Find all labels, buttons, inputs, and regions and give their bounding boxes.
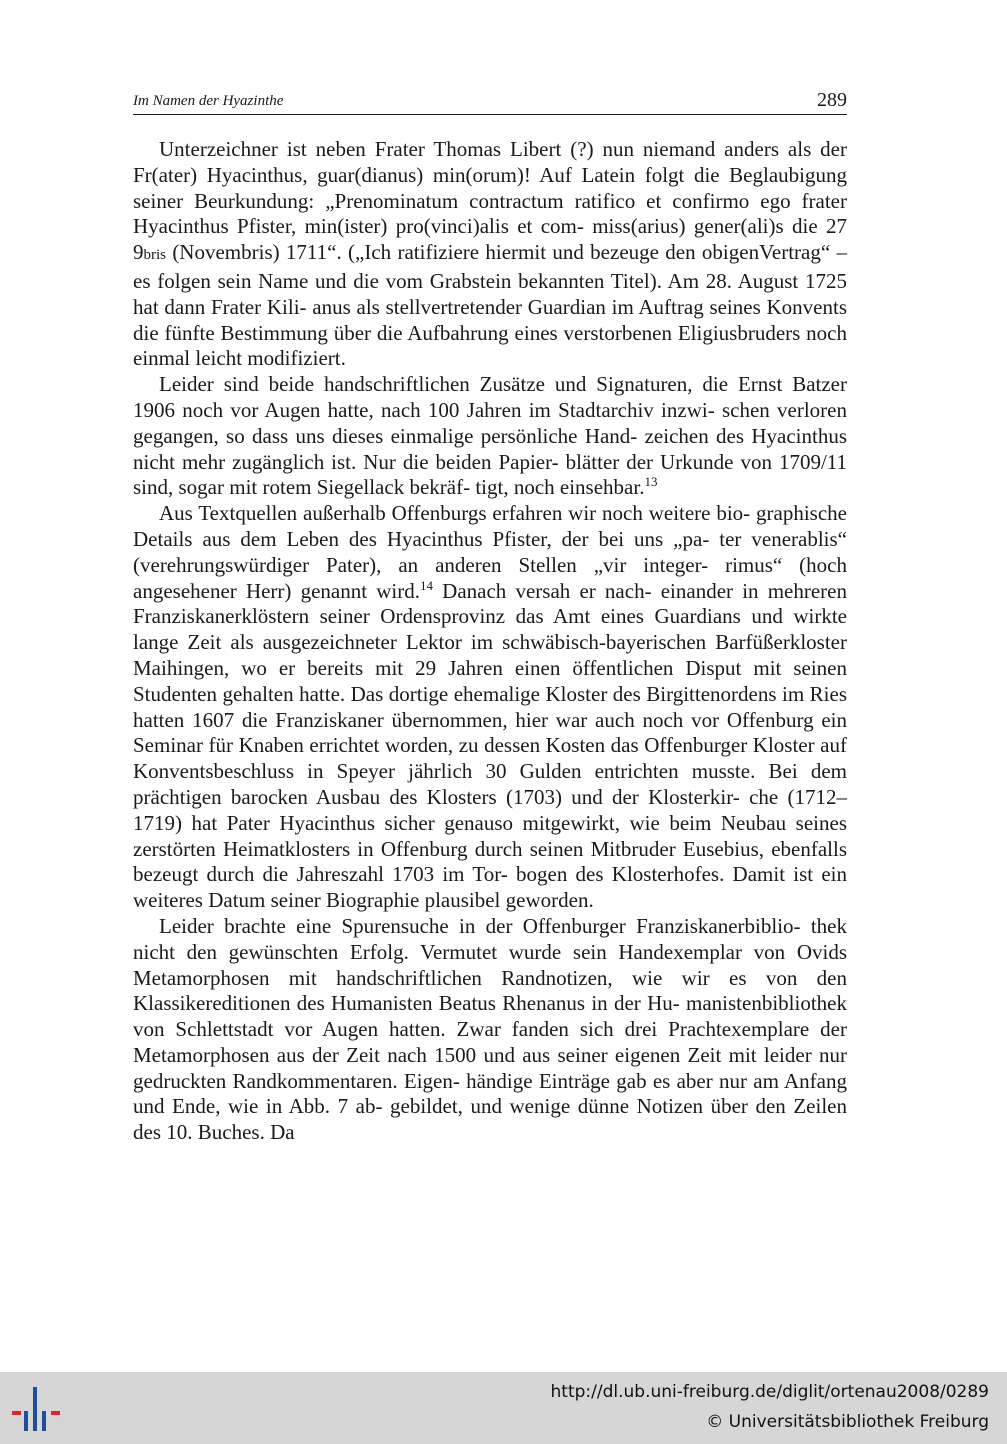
paragraph-1-bris: bris — [143, 247, 166, 264]
footer-bar — [0, 1372, 1007, 1444]
paragraph-4 — [133, 914, 847, 1146]
source-url-link[interactable]: http://dl.ub.uni-freiburg.de/diglit/ortenau2008/0289 — [550, 1382, 989, 1402]
ub-freiburg-logo-icon — [12, 1384, 64, 1434]
paragraph-1-text-a: Unterzeichner ist neben Frater Thomas Libert (?) nun niemand anders als der Fr(ater) Hyacinthus, guar(dianus) min(orum)! Auf Latein folgt die Beglaubigung seiner Beurkundung: „Prenominatum contractum ratifico et confirmo ego frater Hyacinthus Pfister, min(ister) pro(vinci)alis et com- miss(arius) gener(ali)s die 27 9 — [133, 137, 847, 265]
copyright-notice: © Universitätsbibliothek Freiburg — [706, 1412, 989, 1432]
paragraph-4-text: Leider brachte eine Spurensuche in der Offenburger Franziskanerbiblio- thek nicht den gewünschten Erfolg. Vermutet wurde sein Handexemplar von Ovids Metamorphosen mit handschriftlichen Randnotizen, wie wir es von den Klassikereditionen des Humanisten Beatus Rhenanus in der Hu- manistenbibliothek von Schlettstadt vor Augen hatten. Zwar fanden sich drei Prachtexemplare der Metamorphosen aus der Zeit nach 1500 und aus seiner eigenen Zeit mit leider nur gedruckten Randkommentaren. Eigen- händige Einträge gab es aber nur am Anfang und Ende, wie in Abb. 7 ab- gebildet, und wenige dünne Notizen über den Zeilen des 10. Buches. Da — [133, 913, 847, 1145]
paragraph-1-text-b: (Novembris) 1711“. („Ich ratifiziere hiermit und bezeuge den obigenVertrag“ – es folgen sein Name und die vom Grabstein bekannten Titel). Am 28. August 1725 hat dann Frater Kili- anus als stellvertretender Guardian im Auftrag seines Konvents die fünfte Bestimmung über die Aufbahrung eines verstorbenen Eligiusbruders noch einmal leicht modifiziert. — [133, 240, 847, 371]
running-header — [133, 84, 847, 115]
footnote-ref-13: 13 — [644, 474, 658, 490]
page-number: 289 — [817, 89, 847, 111]
paragraph-3-text-a: Aus Textquellen außerhalb Offenburgs erfahren wir noch weitere bio- graphische Details aus dem Leben des Hyacinthus Pfister, der bei uns „pa- ter venerablis“ (verehrungswürdiger Pater), an anderen Stellen „vir integer- rimus“ (hoch angesehener Herr) genannt wird. — [133, 501, 847, 603]
footnote-ref-14: 14 — [419, 577, 433, 593]
running-title: Im Namen der Hyazinthe — [133, 93, 284, 109]
paragraph-2-text: Leider sind beide handschriftlichen Zusätze und Signaturen, die Ernst Batzer 1906 noch vor Augen hatte, nach 100 Jahren im Stadtarchiv inzwi- schen verloren gegangen, so dass uns dieses einmalige persönliche Hand- zeichen des Hyacinthus nicht mehr zugänglich ist. Nur die beiden Papier- blätter der Urkunde von 1709/11 sind, sogar mit rotem Siegellack bekräf- tigt, noch einsehbar. — [133, 372, 847, 500]
document-page — [133, 84, 847, 1146]
paragraph-1 — [133, 137, 847, 372]
paragraph-3 — [133, 501, 847, 914]
paragraph-3-text-b: Danach versah er nach- einander in mehreren Franziskanerklöstern seiner Ordensprovinz das Amt eines Guardians und wirkte lange Zeit als ausgezeichneter Lektor im schwäbisch-bayerischen Barfüßerkloster Maihingen, wo er bereits mit 29 Jahren einen öffentlichen Disput mit seinen Studenten gehalten hatte. Das dortige ehemalige Kloster des Birgittenordens im Ries hatten 1607 die Franziskaner übernommen, hier war auch noch vor Offenburg ein Seminar für Knaben errichtet worden, zu dessen Kosten das Offenburger Kloster auf Konventsbeschluss in Speyer jährlich 30 Gulden entrichten musste. Bei dem prächtigen barocken Ausbau des Klosters (1703) und der Klosterkir- che (1712–1719) hat Pater Hyacinthus sicher genauso mitgewirkt, wie beim Neubau seines zerstörten Heimatklosters in Offenburg durch seinen Mitbruder Eusebius, ebenfalls bezeugt durch die Jahreszahl 1703 im Tor- bogen des Klosterhofes. Damit ist ein weiteres Datum seiner Biographie plausibel geworden. — [133, 578, 847, 913]
body-text — [133, 137, 847, 1146]
paragraph-2 — [133, 372, 847, 501]
